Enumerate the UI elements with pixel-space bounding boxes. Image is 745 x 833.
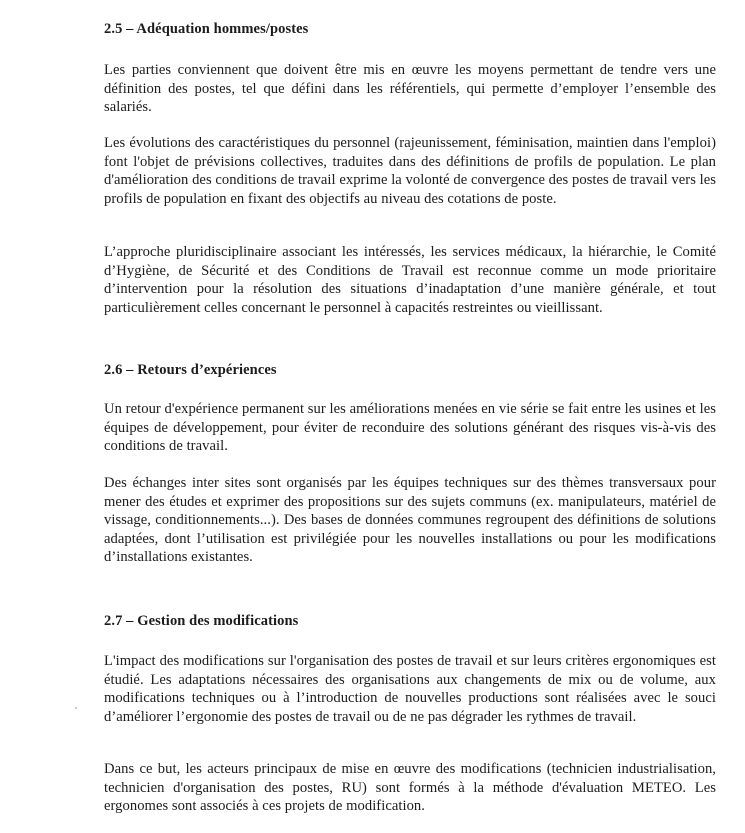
section-heading: 2.7 – Gestion des modifications [104, 613, 299, 629]
section-heading: 2.5 – Adéquation hommes/postes [104, 21, 309, 37]
paragraph: Les évolutions des caractéristiques du personnel (rajeunissement, féminisation, maintien dans l'emploi) font l'objet de prévisions collectives, traduites dans des définitions de profils de population. Le plan d'amélioration des conditions de travail exprime la volonté de convergence des postes de travail vers les profils de population en fixant des objectifs au niveau des cotations de poste. [104, 135, 716, 207]
paragraph: Dans ce but, les acteurs principaux de mise en œuvre des modifications (technicien industrialisation, technicien d'organisation des postes, RU) sont formés à la méthode d'évaluation METEO. Les ergonomes sont associés à ces projets de modification. [104, 761, 716, 815]
paragraph: Les parties conviennent que doivent être mis en œuvre les moyens permettant de tendre vers une définition des postes, tel que défini dans les référentiels, qui permette d’employer l’ensemble des salariés. [104, 62, 716, 116]
paragraph: L'impact des modifications sur l'organisation des postes de travail et sur leurs critères ergonomiques est étudié. Les adaptations nécessaires des organisations aux changements de mix ou de volume, aux modifications techniques ou à l’introduction de nouvelles productions sont réalisées avec le souci d’améliorer l’ergonomie des postes de travail ou de ne pas dégrader les rythmes de travail. [104, 653, 716, 725]
scan-speck [75, 707, 77, 709]
section-heading: 2.6 – Retours d’expériences [104, 362, 277, 378]
paragraph: Un retour d'expérience permanent sur les améliorations menées en vie série se fait entre les usines et les équipes de développement, pour éviter de reconduire des solutions générant des risques vis-à-vis des conditions de travail. [104, 401, 716, 455]
paragraph: L’approche pluridisciplinaire associant les intéressés, les services médicaux, la hiérarchie, le Comité d’Hygiène, de Sécurité et des Conditions de Travail est reconnue comme un mode prioritaire d’intervention pour la résolution des situations d’inadaptation d’une manière générale, et tout particulièrement celles concernant le personnel à capacités restreintes ou vieillissant. [104, 244, 716, 316]
paragraph: Des échanges inter sites sont organisés par les équipes techniques sur des thèmes transversaux pour mener des études et exprimer des propositions sur des sujets communs (ex. manipulateurs, matériel de vissage, conditionnements...). Des bases de données communes regroupent des définitions de solutions adaptées, dont l’utilisation est privilégiée pour les nouvelles installations ou pour les modifications d’installations existantes. [104, 475, 716, 566]
